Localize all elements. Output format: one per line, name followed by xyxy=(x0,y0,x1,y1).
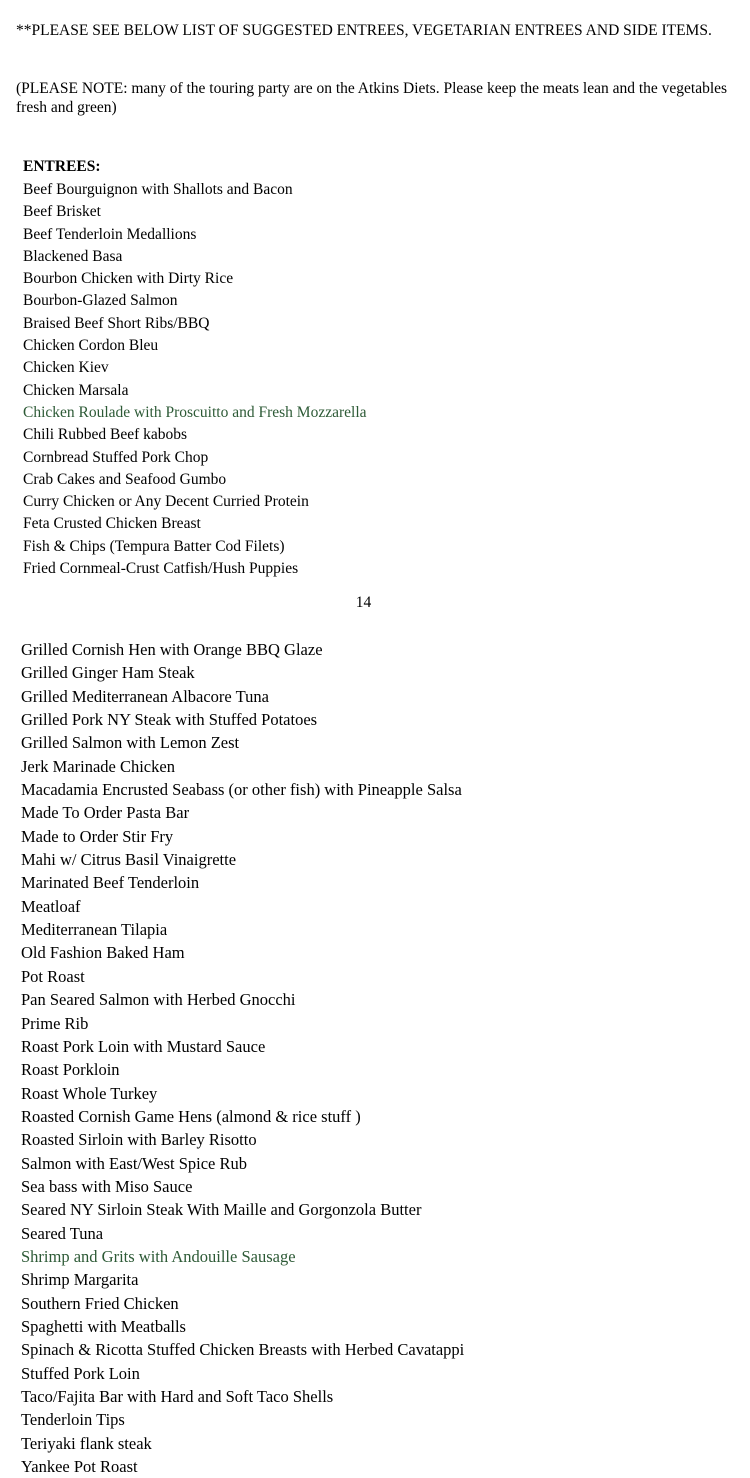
entree-item: Feta Crusted Chicken Breast xyxy=(23,515,201,533)
entree-item: Grilled Salmon with Lemon Zest xyxy=(21,733,240,753)
entree-item: Roasted Cornish Game Hens (almond & rice stuff ) xyxy=(21,1106,361,1126)
entrees-heading: ENTREES: xyxy=(23,158,101,175)
entree-item: Chicken Cordon Bleu xyxy=(23,337,159,355)
entree-item: Beef Tenderloin Medallions xyxy=(23,225,197,243)
entree-item: Taco/Fajita Bar with Hard and Soft Taco Shells xyxy=(21,1387,334,1406)
page-number: 14 xyxy=(355,594,372,611)
entree-list-part-1 xyxy=(23,179,367,580)
entree-item: Made to Order Stir Fry xyxy=(21,826,174,846)
entree-item: Curry Chicken or Any Decent Curried Protein xyxy=(23,493,309,511)
entree-item: Macadamia Encrusted Seabass (or other fish) with Pineapple Salsa xyxy=(21,780,462,800)
entree-item: Roasted Sirloin with Barley Risotto xyxy=(21,1130,257,1150)
entree-item: Yankee Pot Roast xyxy=(21,1457,138,1477)
entree-item: Braised Beef Short Ribs/BBQ xyxy=(23,314,210,332)
entree-item: Fried Cornmeal-Crust Catfish/Hush Puppies xyxy=(23,560,299,578)
entree-item: Cornbread Stuffed Pork Chop xyxy=(23,448,209,466)
intro-note: (PLEASE NOTE: many of the touring party are on the Atkins Diets. Please keep the meats lean and the vegetables fresh and green) xyxy=(16,80,728,116)
entree-item: Chicken Kiev xyxy=(23,359,109,377)
entree-item: Seared Tuna xyxy=(21,1223,104,1243)
entree-item: Spaghetti with Meatballs xyxy=(21,1316,186,1336)
entree-item: Bourbon-Glazed Salmon xyxy=(23,292,178,310)
entree-list-part-2 xyxy=(21,638,464,1478)
entree-item: Beef Bourguignon with Shallots and Bacon xyxy=(23,181,293,198)
intro-heading: **PLEASE SEE BELOW LIST OF SUGGESTED ENTREES, VEGETARIAN ENTREES AND SIDE ITEMS. xyxy=(16,22,712,39)
entree-item: Salmon with East/West Spice Rub xyxy=(21,1153,247,1173)
entree-item: Roast Whole Turkey xyxy=(21,1083,158,1103)
entree-item: Spinach & Ricotta Stuffed Chicken Breasts with Herbed Cavatappi xyxy=(21,1340,465,1360)
entree-item: Chicken Marsala xyxy=(23,381,129,399)
entree-item: Shrimp Margarita xyxy=(21,1270,139,1290)
entree-item: Stuffed Pork Loin xyxy=(21,1363,140,1383)
entree-item: Southern Fried Chicken xyxy=(21,1293,179,1313)
entree-item: Sea bass with Miso Sauce xyxy=(21,1176,193,1196)
entree-item: Fish & Chips (Tempura Batter Cod Filets) xyxy=(23,537,285,555)
entree-item: Blackened Basa xyxy=(23,247,123,265)
entree-item: Grilled Mediterranean Albacore Tuna xyxy=(21,686,269,706)
entree-item: Meatloaf xyxy=(21,896,81,916)
entree-item: Grilled Cornish Hen with Orange BBQ Glaze xyxy=(21,640,323,659)
entree-item: Pot Roast xyxy=(21,966,85,986)
entree-item: Roast Pork Loin with Mustard Sauce xyxy=(21,1036,266,1056)
entree-item: Teriyaki flank steak xyxy=(21,1433,152,1453)
entree-item: Roast Porkloin xyxy=(21,1060,120,1080)
entree-item: Pan Seared Salmon with Herbed Gnocchi xyxy=(21,990,296,1010)
entree-item: Mediterranean Tilapia xyxy=(21,920,168,940)
entree-item: Jerk Marinade Chicken xyxy=(21,756,175,776)
entree-item: Shrimp and Grits with Andouille Sausage xyxy=(21,1246,296,1266)
entree-item: Made To Order Pasta Bar xyxy=(21,803,190,823)
entree-item: Chicken Roulade with Proscuitto and Fresh Mozzarella xyxy=(23,403,367,421)
entree-item: Tenderloin Tips xyxy=(21,1410,125,1430)
entree-item: Bourbon Chicken with Dirty Rice xyxy=(23,270,234,288)
entree-item: Grilled Pork NY Steak with Stuffed Potatoes xyxy=(21,710,318,730)
entree-item: Chili Rubbed Beef kabobs xyxy=(23,426,188,444)
entree-item: Prime Rib xyxy=(21,1013,89,1033)
entree-item: Seared NY Sirloin Steak With Maille and Gorgonzola Butter xyxy=(21,1200,422,1220)
entree-item: Crab Cakes and Seafood Gumbo xyxy=(23,470,227,488)
entree-item: Marinated Beef Tenderloin xyxy=(21,873,200,893)
entree-item: Beef Brisket xyxy=(23,203,101,221)
entree-item: Grilled Ginger Ham Steak xyxy=(21,663,195,683)
entree-item: Old Fashion Baked Ham xyxy=(21,943,185,963)
entree-item: Mahi w/ Citrus Basil Vinaigrette xyxy=(21,850,237,870)
